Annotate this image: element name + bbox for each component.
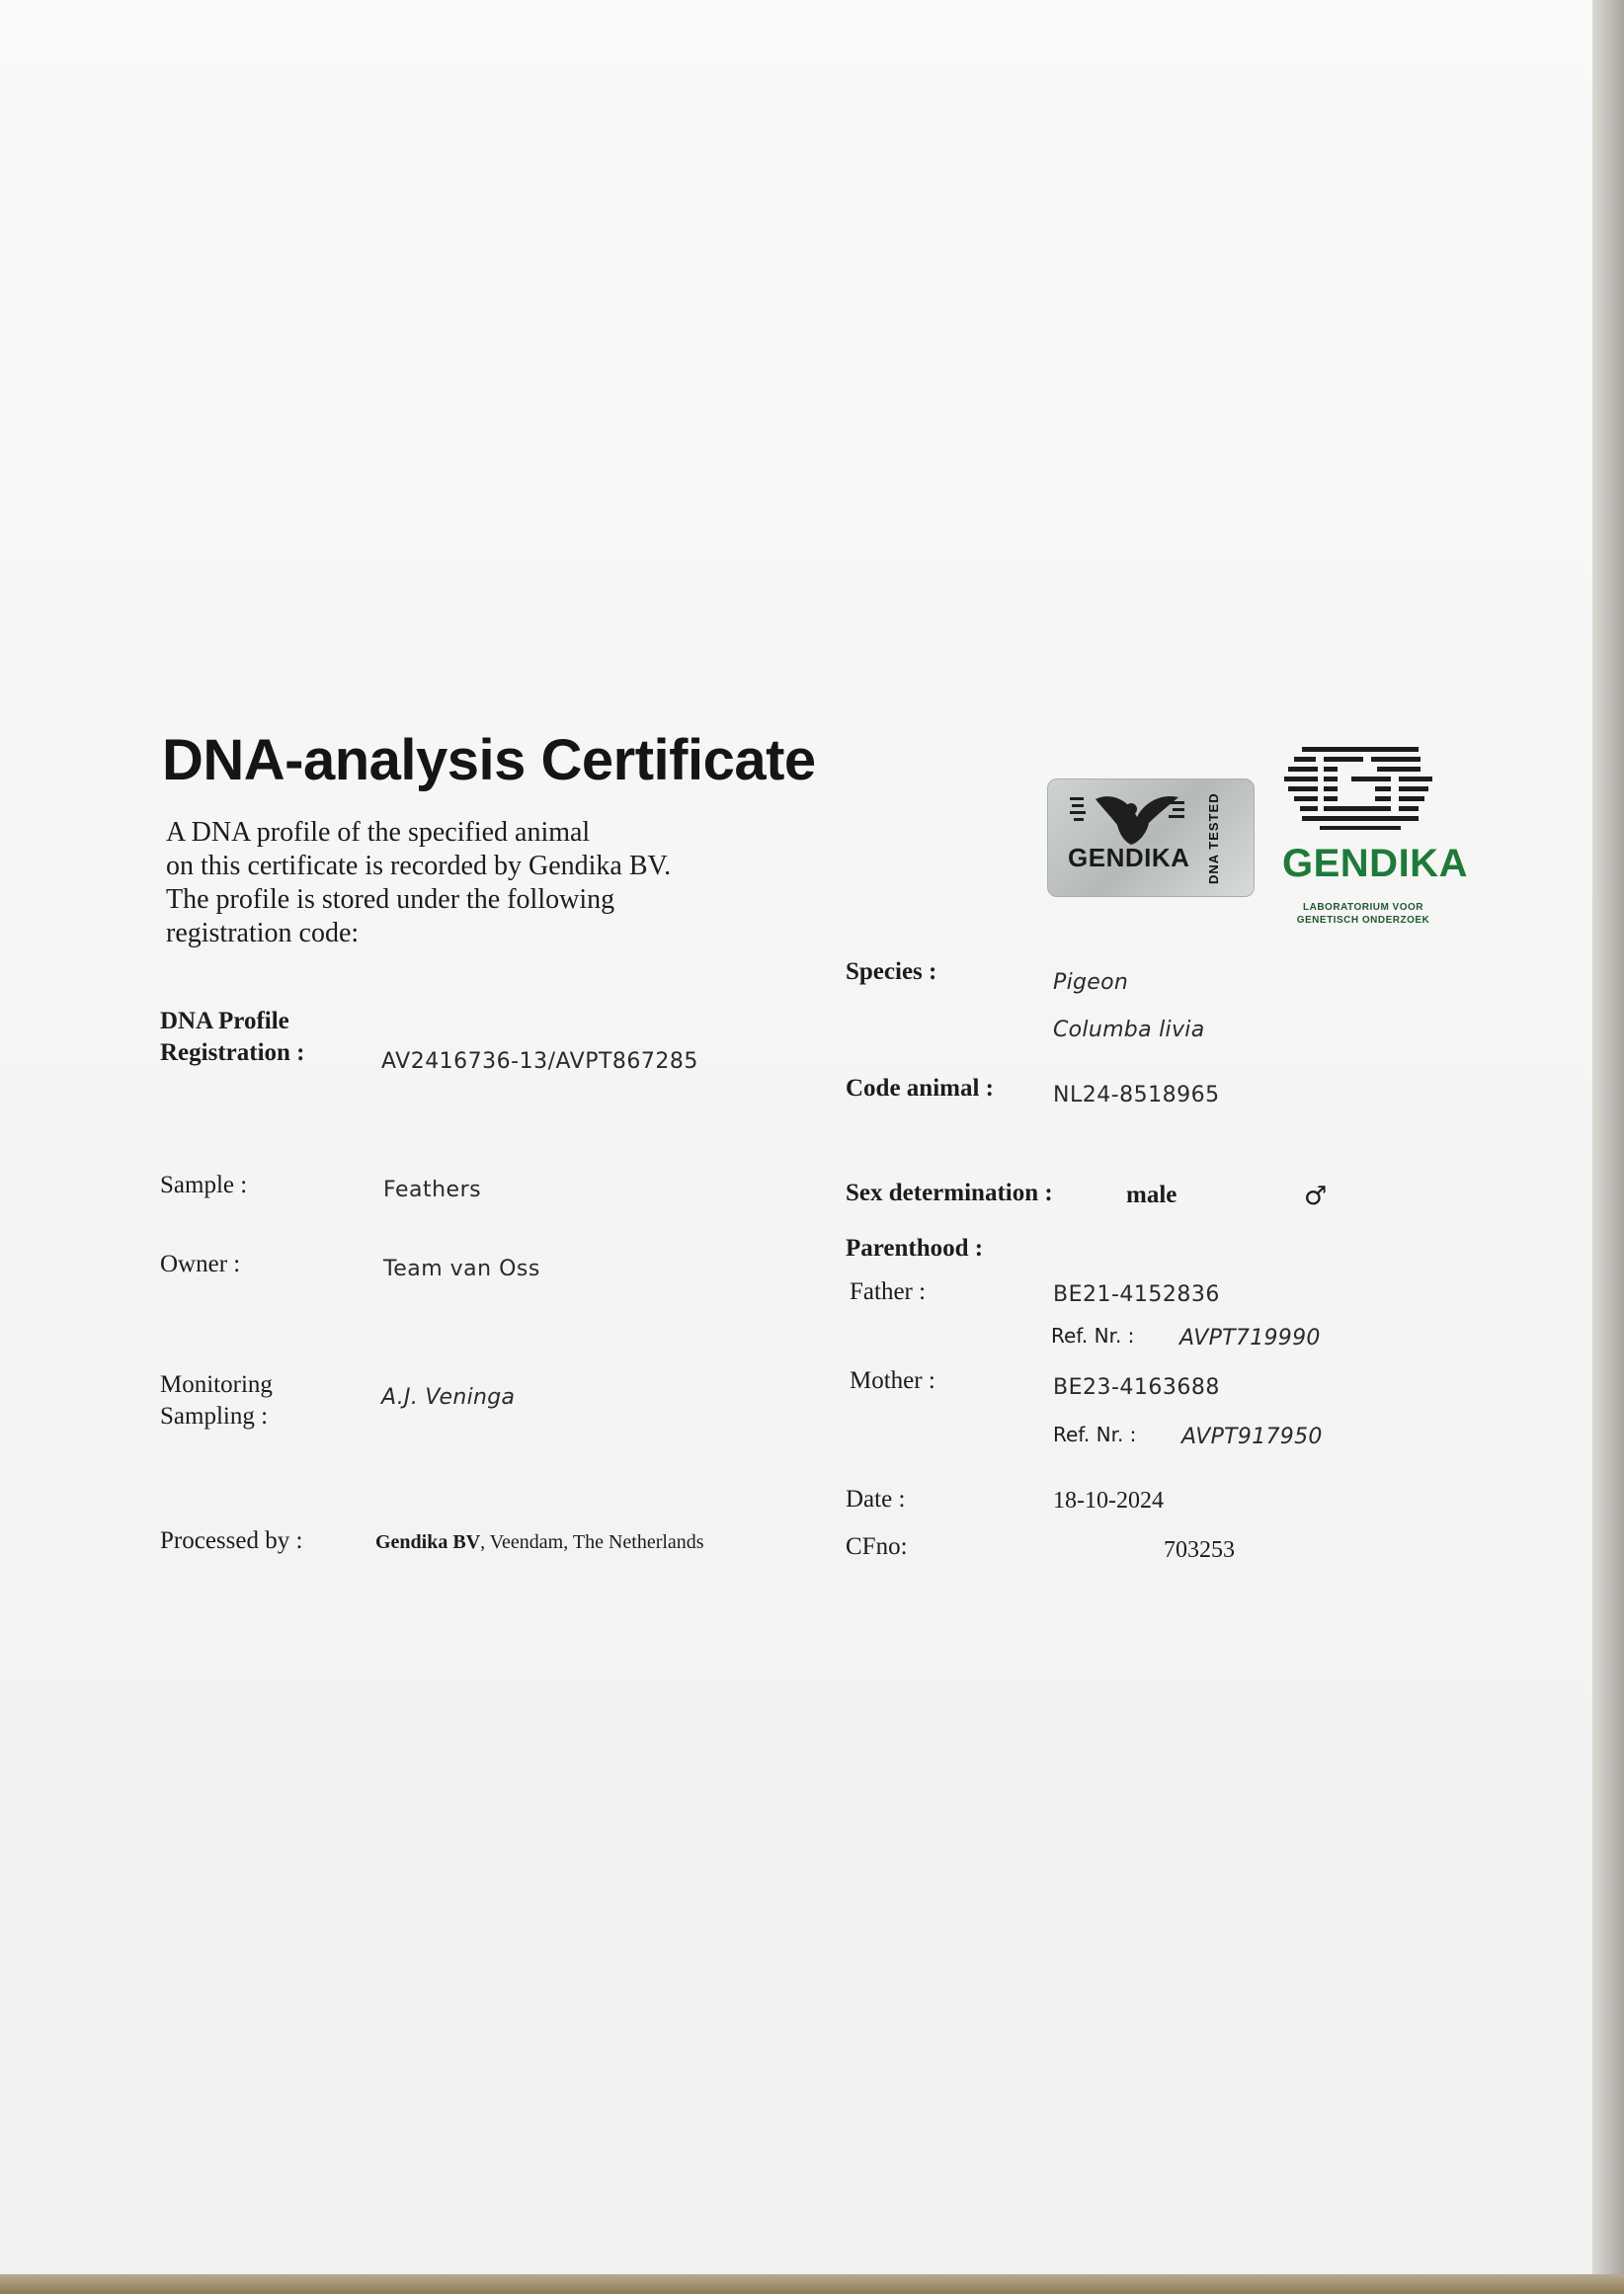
processed-value	[375, 1531, 704, 1554]
registration-label-line1: DNA Profile	[160, 1008, 289, 1034]
owner-label: Owner :	[160, 1251, 241, 1277]
sample-value: Feathers	[383, 1178, 482, 1202]
father-label: Father :	[850, 1278, 927, 1305]
processed-location: , Veendam, The Netherlands	[480, 1531, 704, 1553]
sample-label: Sample :	[160, 1172, 248, 1198]
gendika-logo-icon	[1280, 743, 1440, 836]
processed-company: Gendika BV	[375, 1531, 481, 1553]
mother-value: BE23-4163688	[1053, 1375, 1220, 1400]
intro-line: on this certificate is recorded by Gendika BV.	[166, 851, 672, 881]
badge-dna-tested-text: DNA TESTED	[1206, 792, 1221, 885]
date-value: 18-10-2024	[1053, 1488, 1164, 1514]
owner-value: Team van Oss	[383, 1257, 540, 1281]
male-symbol-icon: ♂	[1304, 1182, 1328, 1211]
logo-brand-name: GENDIKA	[1282, 842, 1468, 885]
dna-tested-badge	[1047, 778, 1255, 897]
paper-edge-bottom	[0, 2274, 1624, 2294]
sex-determination-label: Sex determination :	[846, 1180, 1053, 1206]
logo-subtitle-line: GENETISCH ONDERZOEK	[1296, 915, 1430, 926]
certificate-title: DNA-analysis Certificate	[162, 728, 816, 792]
monitoring-label-line1: Monitoring	[160, 1371, 273, 1398]
intro-line: registration code:	[166, 918, 360, 948]
father-value: BE21-4152836	[1053, 1282, 1220, 1307]
mother-label: Mother :	[850, 1367, 935, 1394]
intro-line: A DNA profile of the specified animal	[166, 817, 591, 848]
sex-value: male	[1126, 1182, 1177, 1208]
date-label: Date :	[846, 1486, 906, 1513]
species-latin: Columba livia	[1053, 1018, 1205, 1042]
father-ref-label: Ref. Nr. :	[1051, 1324, 1135, 1348]
monitoring-label-line2: Sampling :	[160, 1403, 269, 1430]
intro-paragraph	[166, 816, 671, 950]
logo-subtitle	[1284, 901, 1442, 927]
parenthood-label: Parenthood :	[846, 1235, 984, 1262]
monitoring-value: A.J. Veninga	[381, 1385, 516, 1410]
father-ref-value: AVPT719990	[1179, 1326, 1321, 1351]
mother-ref-label: Ref. Nr. :	[1053, 1423, 1137, 1446]
code-animal-value: NL24-8518965	[1053, 1083, 1220, 1107]
cfno-label: CFno:	[846, 1533, 908, 1560]
species-label: Species :	[846, 958, 937, 985]
mother-ref-value: AVPT917950	[1181, 1425, 1323, 1449]
paper-edge-right	[1592, 0, 1624, 2294]
registration-value: AV2416736-13/AVPT867285	[381, 1049, 698, 1074]
code-animal-label: Code animal :	[846, 1075, 994, 1102]
cfno-value: 703253	[1164, 1537, 1235, 1563]
intro-line: The profile is stored under the following	[166, 884, 615, 915]
processed-label: Processed by :	[160, 1527, 303, 1554]
eagle-icon	[1068, 787, 1196, 847]
species-value: Pigeon	[1053, 970, 1129, 995]
logo-subtitle-line: LABORATORIUM VOOR	[1302, 902, 1423, 913]
badge-brand-name: GENDIKA	[1068, 843, 1190, 872]
registration-label-line2: Registration :	[160, 1039, 305, 1066]
